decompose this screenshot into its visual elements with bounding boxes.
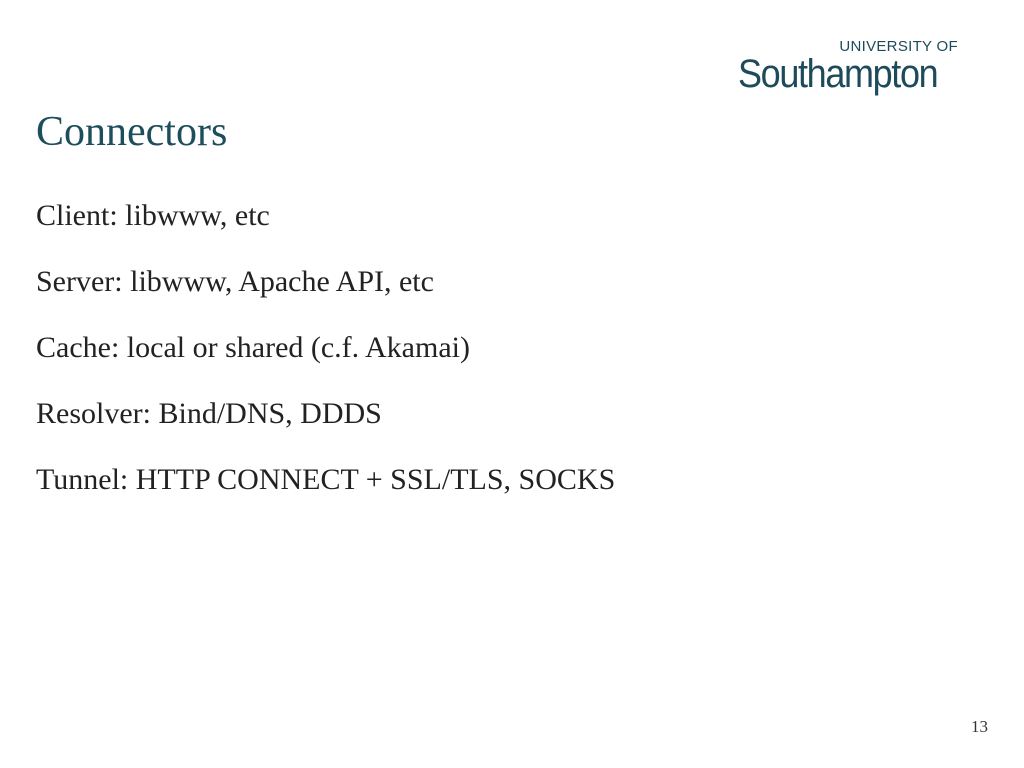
bullet-item-resolver: Resolver: Bind/DNS, DDDS	[36, 397, 382, 430]
logo-main-line: Southampton	[738, 52, 938, 96]
university-logo	[738, 38, 988, 100]
bullet-list	[36, 194, 615, 524]
bullet-item-cache: Cache: local or shared (c.f. Akamai)	[36, 331, 470, 364]
bullet-item-tunnel: Tunnel: HTTP CONNECT + SSL/TLS, SOCKS	[36, 463, 616, 496]
page-number: 13	[971, 717, 988, 736]
bullet-item-client: Client: libwww, etc	[36, 199, 270, 232]
slide-title: Connectors	[36, 109, 228, 155]
logo-top-line: UNIVERSITY OF	[839, 38, 958, 55]
bullet-item-server: Server: libwww, Apache API, etc	[36, 265, 434, 298]
